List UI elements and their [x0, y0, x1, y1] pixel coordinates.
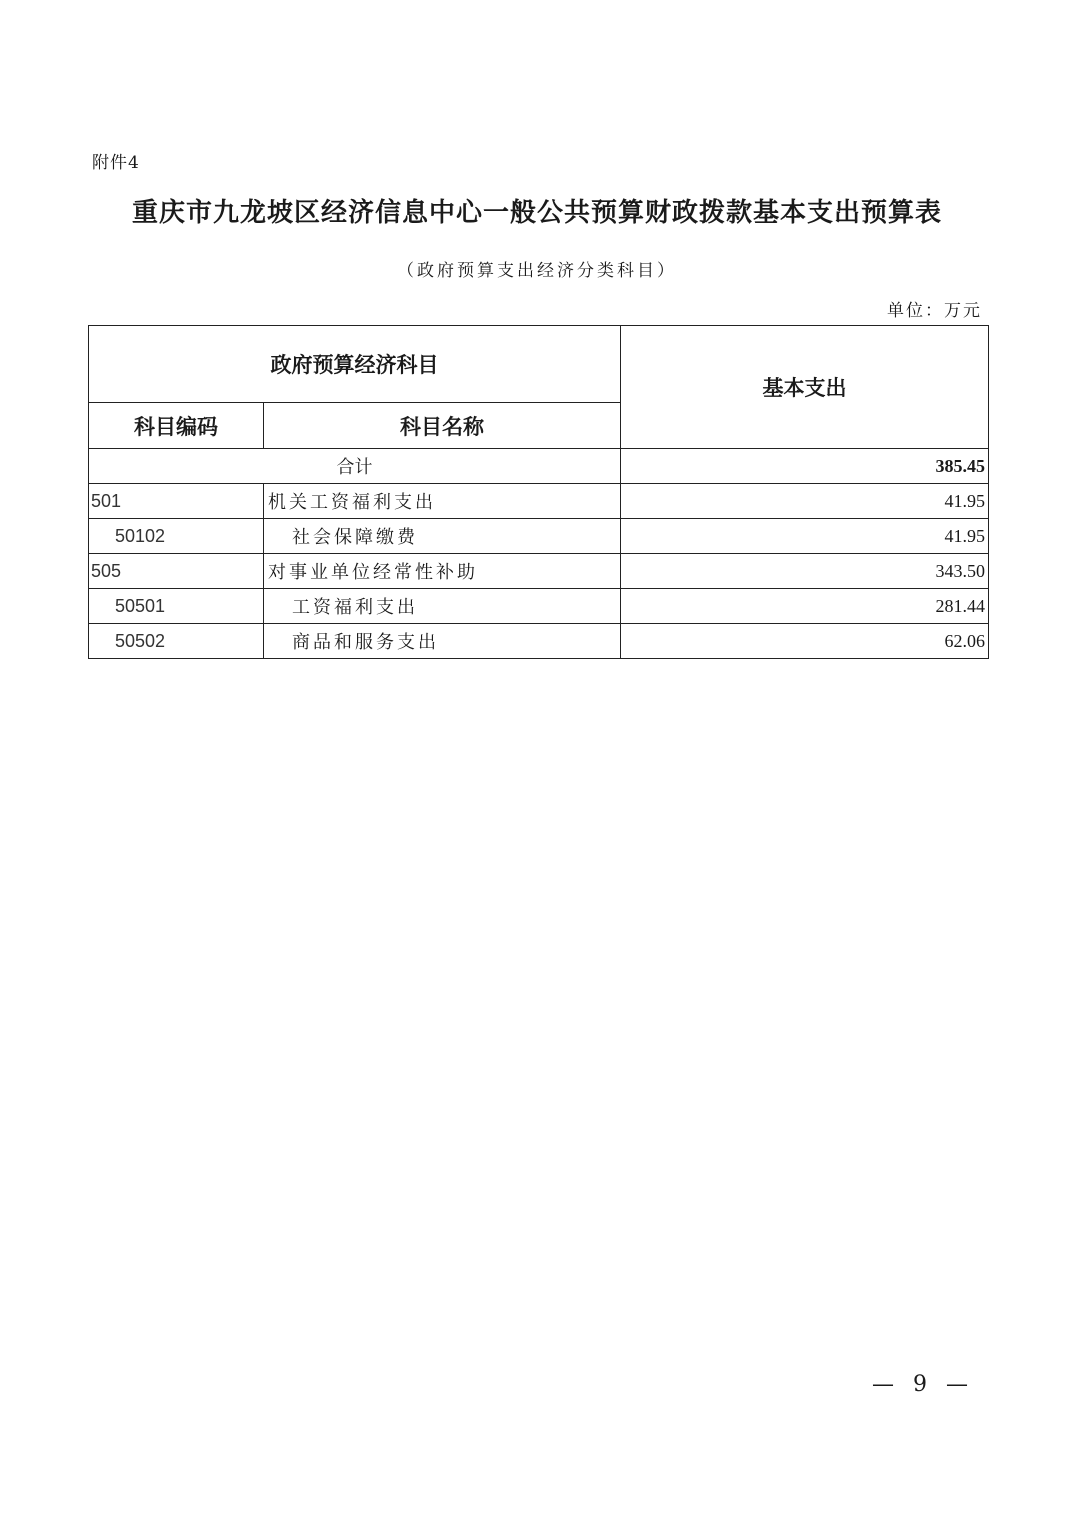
row-code: 501 [89, 484, 264, 519]
row-name: 对事业单位经常性补助 [264, 554, 621, 589]
page-number: — 9 — [872, 1372, 974, 1397]
row-code: 505 [89, 554, 264, 589]
page-title: 重庆市九龙坡区经济信息中心一般公共预算财政拨款基本支出预算表 [131, 198, 942, 228]
header-subject-code: 科目编码 [89, 403, 264, 449]
row-amount: 281.44 [621, 589, 989, 624]
table-row [89, 554, 989, 589]
total-label: 合计 [89, 449, 621, 484]
row-name: 机关工资福利支出 [264, 484, 621, 519]
table-row [89, 589, 989, 624]
row-amount: 41.95 [621, 519, 989, 554]
row-code: 50501 [89, 589, 264, 624]
row-code: 50502 [89, 624, 264, 659]
table-row [89, 519, 989, 554]
row-code: 50102 [89, 519, 264, 554]
header-economic-subject: 政府预算经济科目 [89, 326, 621, 403]
header-subject-name: 科目名称 [264, 403, 621, 449]
row-amount: 343.50 [621, 554, 989, 589]
page-subtitle: （政府预算支出经济分类科目） [397, 261, 677, 281]
total-amount: 385.45 [621, 449, 989, 484]
budget-table [88, 325, 989, 659]
total-row [89, 449, 989, 484]
row-name: 商品和服务支出 [264, 624, 621, 659]
table-row [89, 484, 989, 519]
row-name: 社会保障缴费 [264, 519, 621, 554]
unit-label: 单位：万元 [887, 301, 982, 321]
header-basic-expenditure: 基本支出 [621, 326, 989, 449]
table-row [89, 624, 989, 659]
row-amount: 62.06 [621, 624, 989, 659]
row-amount: 41.95 [621, 484, 989, 519]
row-name: 工资福利支出 [264, 589, 621, 624]
attachment-label: 附件4 [92, 153, 140, 173]
